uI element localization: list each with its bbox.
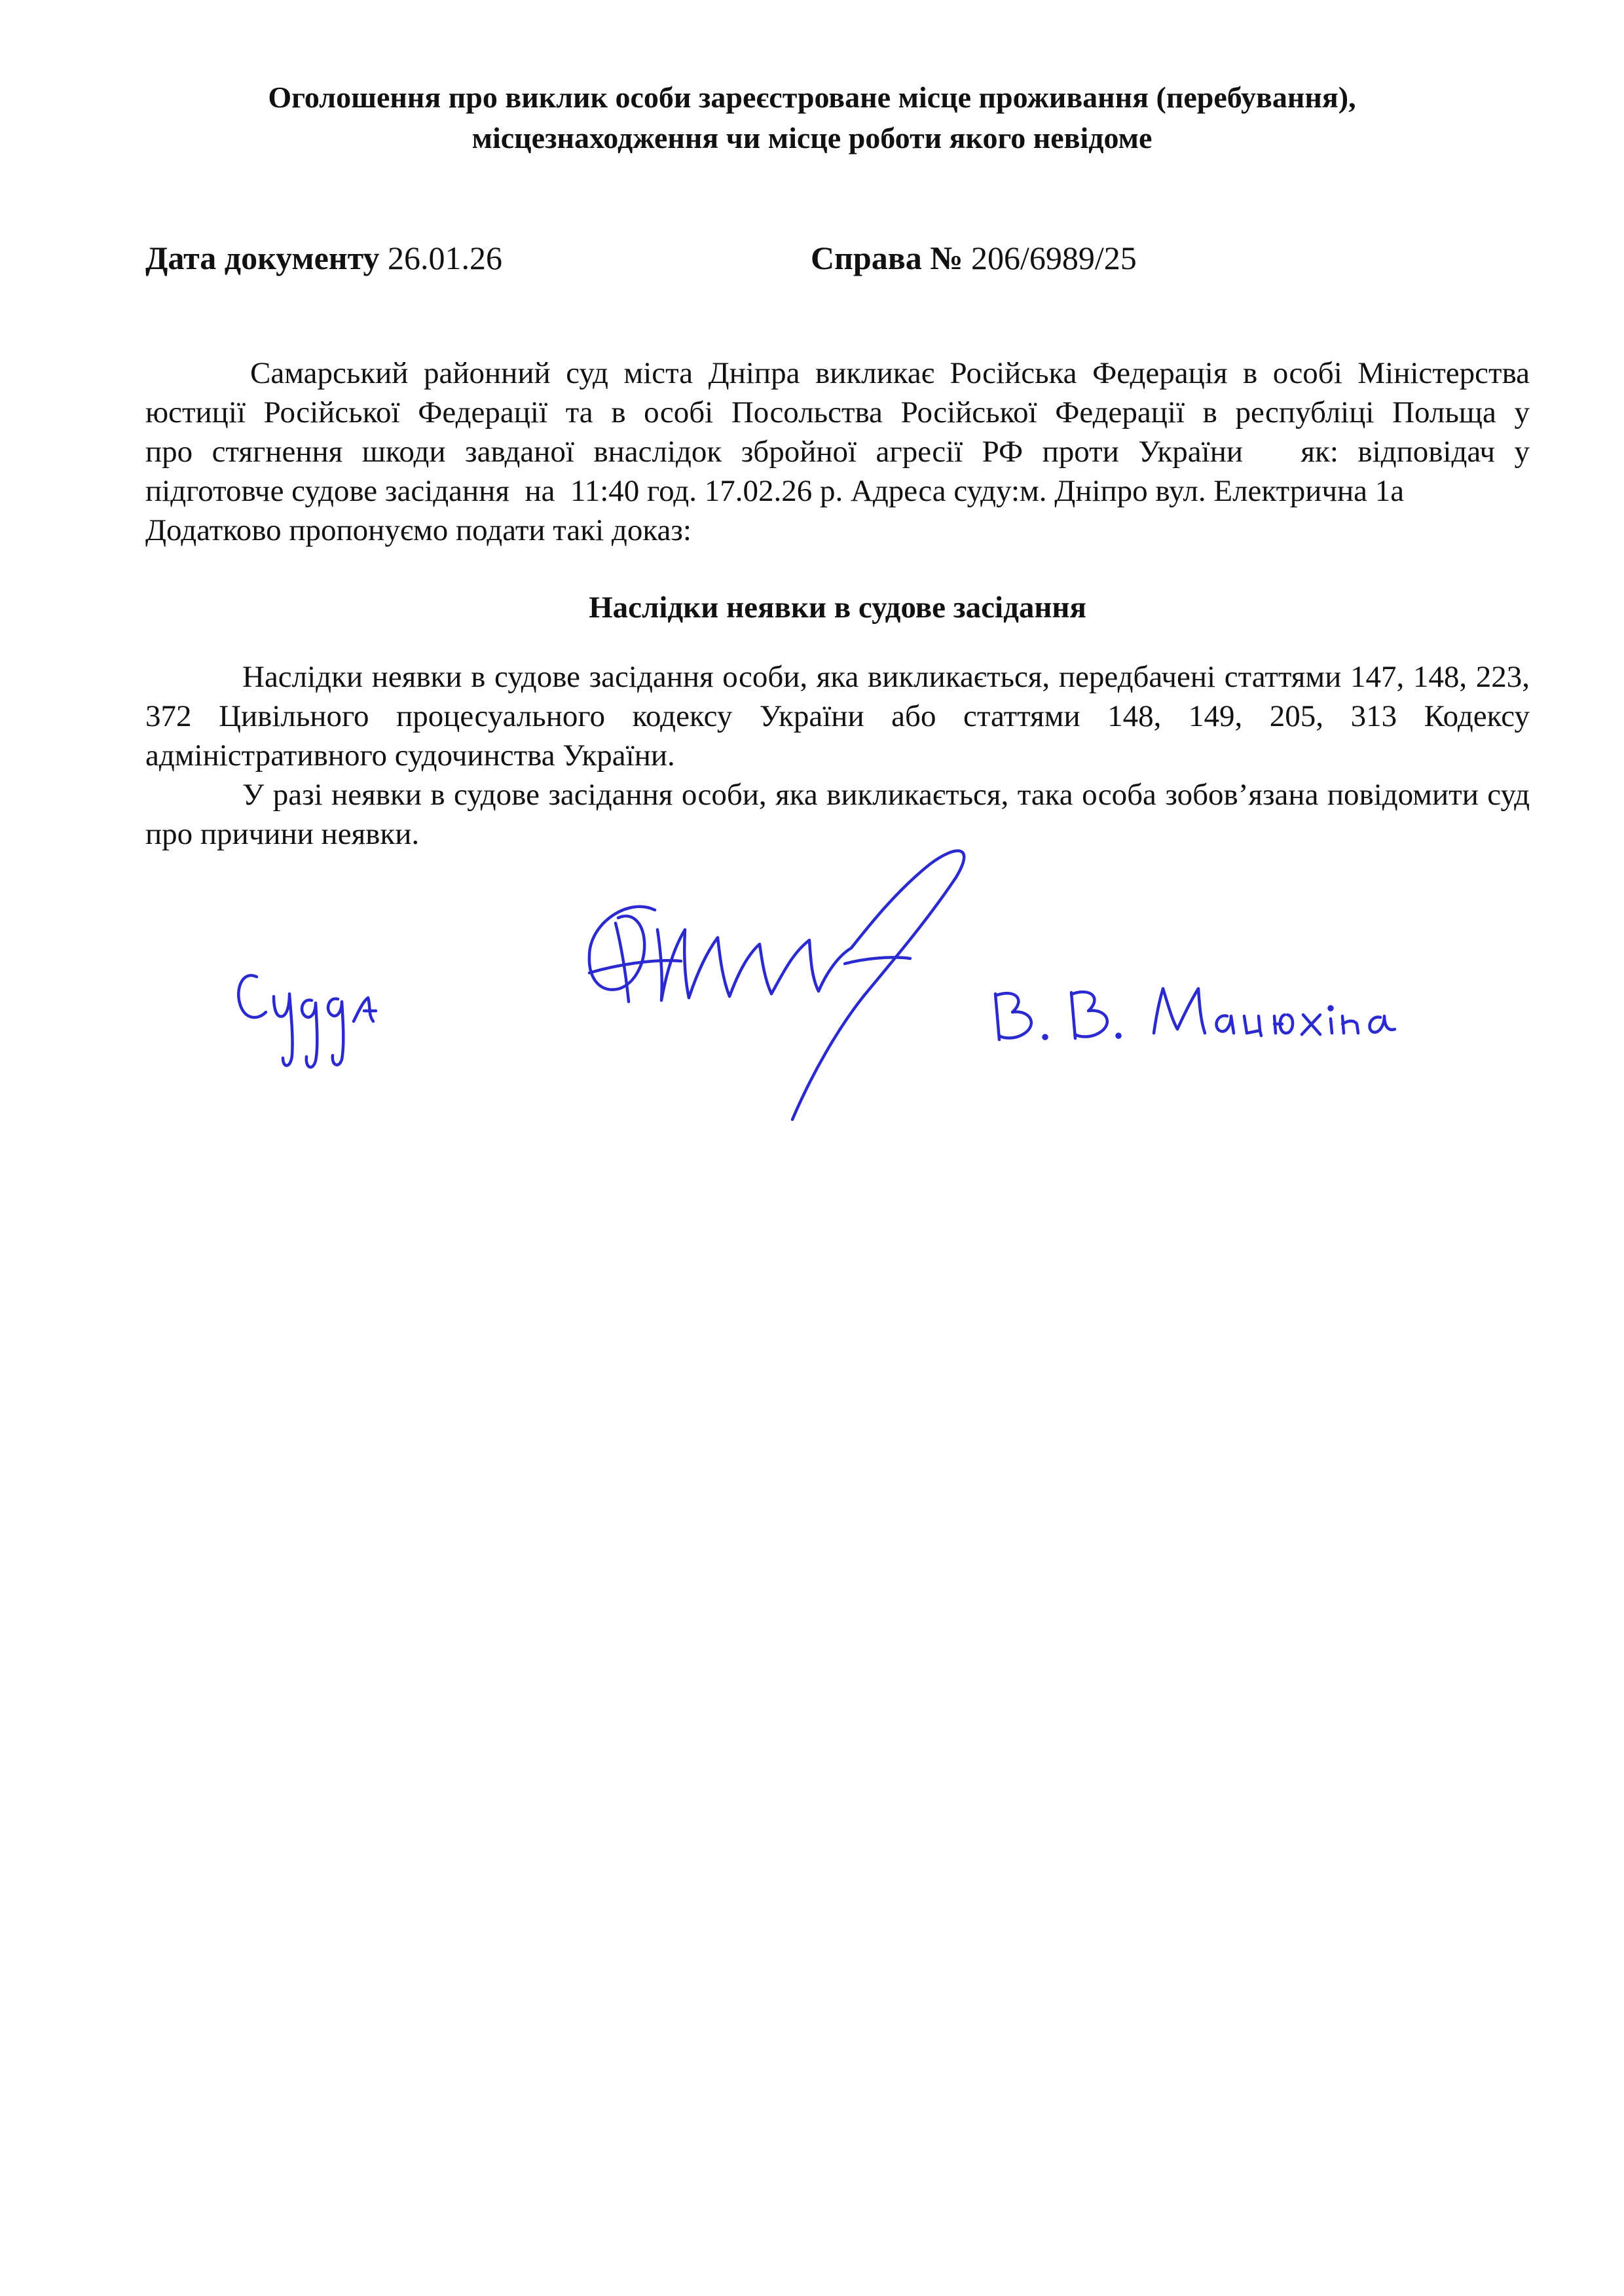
handwritten-flourish [589,851,964,1120]
date-value: 26.01.26 [387,240,502,276]
summons-paragraph [145,354,1530,550]
handwritten-role [238,975,376,1067]
consequences-heading: Наслідки неявки в судове засідання [589,591,1086,625]
document-title [144,77,1480,158]
date-label: Дата документу [145,240,380,276]
handwritten-signature [0,825,1624,1133]
title-line-1: Оголошення про виклик особи зареєстроване місце проживання (перебування), [268,81,1356,114]
summons-line-2: юстиції Російської Федерації та в особі Посольства Російської Федерації в республіці Польща у [145,395,1530,429]
consequences-paragraph-1: Наслідки неявки в судове засідання особи, яка викликається, передбачені статтями 147, 148, 223, 372 Цивільного процесуального кодексу України або статтями 148, 149, 205, 313 Кодексу адміністративного судочинства України. [145,660,1530,773]
document-date [145,238,502,278]
handwritten-name [995,989,1395,1040]
summons-line-1: Самарський районний суд міста Дніпра викликає Російська Федерація в особі Міністерства [250,356,1530,390]
case-value: 206/6989/25 [970,240,1137,276]
summons-line-4: підготовче судове засідання на 11:40 год. 17.02.26 р. Адреса суду:м. Дніпро вул. Електрична 1а [145,474,1405,508]
case-label: Справа № [811,240,963,276]
summons-line-5: Додатково пропонуємо подати такі доказ: [145,513,692,547]
consequences-section [145,657,1530,854]
title-line-2: місцезнаходження чи місце роботи якого невідоме [471,121,1153,155]
signature-block [0,825,1624,1133]
summons-line-3: про стягнення шкоди завданої внаслідок збройної агресії РФ проти України як: відповідач у [145,435,1530,469]
case-number [811,238,1137,278]
consequences-paragraph-2: У разі неявки в судове засідання особи, яка викликається, така особа зобов’язана повідомити суд про причини неявки. [145,778,1530,851]
